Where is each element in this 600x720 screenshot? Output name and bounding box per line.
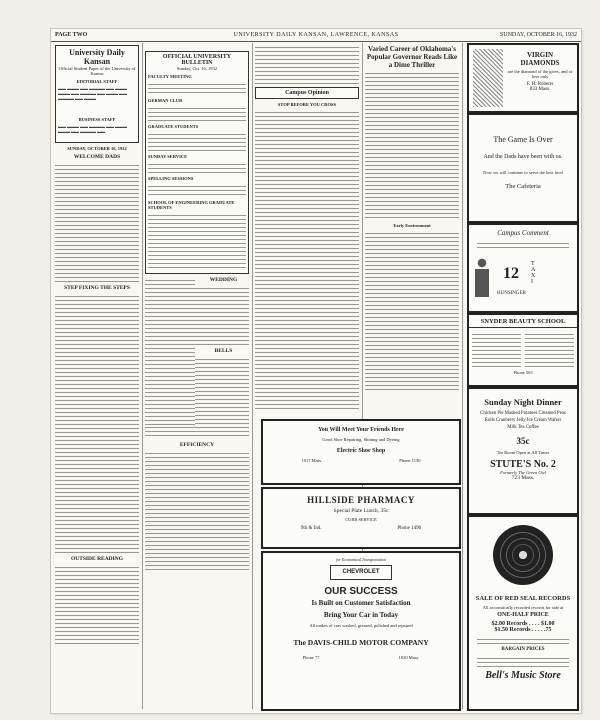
records-title: SALE OF RED SEAL RECORDS [475,595,571,602]
record-icon [493,525,553,585]
campus-comment-title: Campus Comment [497,229,549,237]
virgin-line: are the diamond of the gives, and of love only [507,69,573,79]
ad-virgin-diamonds [467,43,579,113]
bulletin-item: SPELLING SESSIONS [148,176,194,181]
ad-bells-music-store [467,515,579,711]
newspaper-page [50,28,582,714]
success-subtitle: Is Built on Customer Satisfaction [311,599,411,607]
dinner-title: Sunday Night Dinner [484,397,562,407]
dinner-former: Formerly The Green Owl [500,470,546,475]
shoe-ad-phone: Phone 1130 [399,458,421,463]
masthead-subtitle: Official Student Paper of the University of Kansas [58,66,136,76]
bulletin-item-text [148,131,246,151]
bulletin-item: GERMAN CLUB [148,98,183,103]
pharmacy-phone: Phone 1490 [397,526,422,531]
success-address: 1020 Mass. [398,655,420,660]
bulletin-item-text [148,81,246,95]
success-bring-car: Bring Your Car in Today [323,611,399,619]
snyder-title: SNYDER BEAUTY SCHOOL [469,318,577,328]
shoe-ad-address: 1017 Mass. [301,458,323,463]
records-sub: All accoustically recorded records for sale at [482,605,564,610]
chevrolet-logo: CHEVROLET [330,565,392,580]
editorial-heading-steps: STEP FIXING THE STEPS [64,285,130,291]
editorial-staff-heading: EDITORIAL STAFF [76,79,118,84]
campus-opinion-title: Campus Opinion [285,90,329,96]
folio-title: UNIVERSITY DAILY KANSAN, LAWRENCE, KANSAS [233,32,399,38]
article-text [255,44,359,84]
shoe-ad-name: Electric Shoe Shop [336,448,386,454]
records-store-name: Bell's Music Store [485,670,561,681]
editorial-date: SUNDAY, OCTOBER 16, 1932 [67,146,127,151]
bulletin-item-text [148,183,246,197]
bulletin-item-text [148,212,246,268]
bulletin-item: GRADUATE STUDENTS [148,124,199,129]
masthead-title: University Daily Kansan [69,48,125,66]
heading-stop: STOP BEFORE YOU CROSS [277,102,337,107]
campus-comment-text [477,240,569,250]
dinner-tea-room: Tea Room Open at All Times [496,450,550,455]
success-title: OUR SUCCESS [324,586,398,597]
masthead-box: University Daily Kansan Official Student Paper of the University of Kansas EDITORIAL STAFF ▬▬ ▬▬▬ ▬▬ ▬▬▬▬ ▬▬ ▬▬▬ ▬▬▬ ▬▬ ▬▬▬▬ ▬▬ ▬▬▬ ▬▬ ▬▬▬▬ ▬▬ ▬▬▬ BUSINESS STAFF ▬▬ ▬▬▬ ▬▬ ▬▬▬▬ ▬▬ ▬▬▬ ▬▬▬ ▬▬ ▬▬▬▬ ▬▬ [55,45,139,143]
taxi-company: HUNSINGER [497,291,526,296]
article-text [365,230,459,390]
pharmacy-title: HILLSIDE PHARMACY [307,495,415,505]
ad-stutes-dinner [467,387,579,515]
campus-opinion-box [255,87,359,99]
heading-bells: BELLS [214,348,233,354]
dinner-menu-3: Milk Tea Coffee [507,425,539,430]
page-folio [51,29,581,42]
virgin-title: VIRGIN [526,51,554,59]
game-line: And the Dads have been with us. [483,154,563,160]
editorial-text-1 [55,162,139,282]
records-price-1: $2.00 Records . . . . $1.00 [491,621,555,627]
bulletin-item: SUNDAY SERVICE [148,154,188,159]
editorial-text-2 [55,293,139,553]
pharmacy-lunch: Special Plate Lunch, 35c [333,508,389,514]
bulletin-item-text [148,161,246,173]
dinner-address: 723 Mass. [511,475,535,481]
column-rule [462,43,463,709]
editorial-heading-reading: OUTSIDE READING [70,556,124,562]
shoe-ad-text: Good Shoe Repairing, Shining and Dyeing [322,437,400,442]
dinner-restaurant: STUTE'S No. 2 [490,459,556,470]
pharmacy-curb: CURB SERVICE [345,517,377,522]
snyder-price-list [472,331,521,367]
success-company: The DAVIS-CHILD MOTOR COMPANY [293,638,429,647]
records-bargain: BARGAIN PRICES [501,647,545,652]
folio-date: SUNDAY, OCTOBER 16, 1932 [499,32,577,38]
diamond-illustration [473,49,503,107]
shoe-ad-title: You Will Meet Your Friends Here [318,427,404,433]
ad-cafeteria [467,113,579,223]
article-text [145,277,195,427]
article-text [365,70,459,220]
page-number: PAGE TWO [55,32,88,38]
pharmacy-address: 9th & Ind. [300,526,322,531]
snyder-phone: Phone 563 [513,370,533,375]
ad-snyder-beauty-school [467,313,579,387]
success-phone: Phone 77 [302,655,320,660]
success-small: All makes of cars washed, greased, polished and repaired [309,623,413,628]
virgin-name: F. H. Roberts [526,82,554,87]
bulletin-item: SCHOOL OF ENGINEERING GRADUATE STUDENTS [148,200,235,210]
editorial-heading-welcome: WELCOME DADS [73,154,121,160]
dinner-menu-1: Chicken Pie Mashed Potatoes Creamed Peas [480,411,566,416]
business-staff-heading: BUSINESS STAFF [78,117,116,122]
article-text [145,450,249,570]
column-bulletin [145,43,249,709]
chevrolet-tagline: for Economical Transportation [336,557,386,562]
governor-headline: Varied Career of Oklahoma's Popular Governor Reads Like a Dime Thriller [366,45,458,69]
column-editorial [55,43,139,709]
records-half-price: ONE-HALF PRICE [497,612,549,618]
dinner-menu-2: Rolls Cranberry Jelly Ice Cream Wafers [484,418,562,423]
virgin-address: 833 Mass. [529,87,551,92]
person-illustration [475,257,489,303]
bulletin-item: FACULTY MEETING [148,74,192,79]
column-rule [252,43,253,709]
bulletin-date: Sunday, Oct. 16, 1932 [177,66,217,71]
records-text [477,655,569,667]
subhead-environment: Early Environment [393,223,431,228]
bulletin-item-text [148,105,246,121]
bulletin-box [145,51,249,274]
snyder-price-list [525,331,574,367]
dinner-price: 35c [516,436,530,446]
taxi-label: TAXI [531,261,536,285]
bulletin-title: OFFICIAL UNIVERSITY BULLETIN [162,54,232,66]
article-text [255,109,359,409]
ad-campus-comment [467,223,579,313]
game-small: Now we will continue to serve the best food [483,170,563,175]
game-title: The Game Is Over [493,135,553,144]
heading-wedding: WEDDING [209,277,238,283]
column-news [365,43,459,709]
taxi-number: 12 [503,265,519,282]
editorial-text-3 [55,564,139,644]
records-price-2: $1.50 Records . . . . .75 [494,627,552,633]
records-text [477,636,569,644]
column-rule [142,43,143,709]
virgin-title-2: DIAMONDS [520,59,560,67]
cafeteria-name: The Cafeteria [505,183,541,190]
heading-efficiency: EFFICIENCY [179,442,215,448]
